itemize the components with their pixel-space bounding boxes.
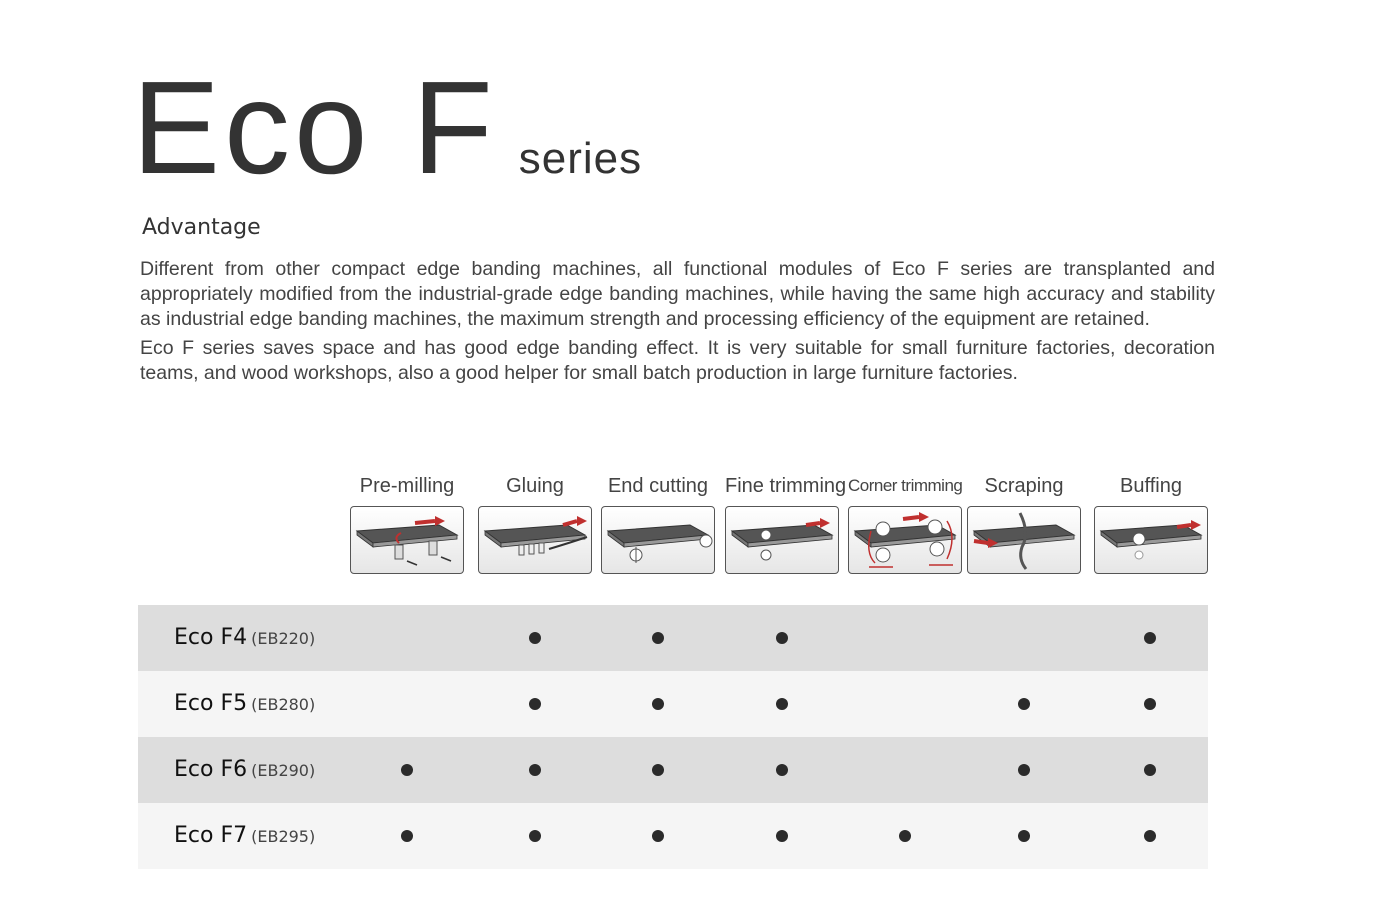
feature-dot [1144,632,1156,644]
process-column [967,470,1081,574]
process-label: Corner trimming [848,476,963,495]
model-label [174,803,315,870]
corner-trimming-diagram-icon [848,506,962,574]
model-label [174,605,315,672]
feature-dot [652,698,664,710]
gluing-diagram-icon [478,506,592,574]
process-label: Fine trimming [725,475,847,497]
process-column [350,470,464,574]
model-code: (EB280) [251,695,316,714]
model-name: Eco F4 [174,625,248,650]
buffing-diagram-icon [1094,506,1208,574]
feature-dot [529,830,541,842]
process-label: Gluing [506,475,564,497]
model-code: (EB290) [251,761,316,780]
feature-dot [776,830,788,842]
advantage-paragraph-2: Eco F series saves space and has good edge banding effect. It is very suitable for small furniture factories, decoration teams, and wood workshops, also a good helper for small batch production in large furniture factories. [140,337,1215,384]
process-column [725,470,847,574]
table-row [138,605,1208,671]
advantage-paragraph-1: Different from other compact edge banding machines, all functional modules of Eco F series are transplanted and appropriately modified from the industrial-grade edge banding machines, while having the same high accuracy and stability as industrial edge banding machines, the maximum strength and processing efficiency of the equipment are retained. [140,258,1215,330]
process-label: Pre-milling [359,475,455,497]
model-label [174,671,315,738]
process-column [601,470,715,574]
feature-dot [401,830,413,842]
feature-dot [652,632,664,644]
table-row [138,671,1208,737]
model-name: Eco F5 [174,691,248,716]
title-main: Eco F [132,54,497,201]
feature-dot [1018,764,1030,776]
model-code: (EB295) [251,827,316,846]
model-code: (EB220) [251,629,316,648]
scraping-diagram-icon [967,506,1081,574]
page-title [132,52,642,203]
feature-dot [401,764,413,776]
feature-dot [1018,830,1030,842]
title-suffix: series [518,134,643,183]
feature-dot [899,830,911,842]
table-row [138,803,1208,869]
feature-dot [1144,830,1156,842]
table-row [138,737,1208,803]
model-name: Eco F7 [174,823,248,848]
process-column [848,470,962,574]
feature-dot [529,632,541,644]
feature-dot [1144,698,1156,710]
feature-dot [529,698,541,710]
feature-dot [776,632,788,644]
feature-dot [1018,698,1030,710]
process-label: Buffing [1120,475,1182,497]
process-column [1094,470,1208,574]
pre-milling-diagram-icon [350,506,464,574]
feature-dot [652,764,664,776]
model-label [174,737,315,804]
advantage-heading: Advantage [142,215,261,240]
feature-dot [776,764,788,776]
end-cutting-diagram-icon [601,506,715,574]
feature-dot [529,764,541,776]
model-name: Eco F6 [174,757,248,782]
feature-dot [1144,764,1156,776]
process-column [478,470,592,574]
feature-table [138,605,1208,869]
feature-dot [776,698,788,710]
feature-dot [652,830,664,842]
process-header [0,470,1373,580]
fine-trimming-diagram-icon [725,506,839,574]
process-label: End cutting [607,475,709,497]
process-label: Scraping [984,475,1064,497]
